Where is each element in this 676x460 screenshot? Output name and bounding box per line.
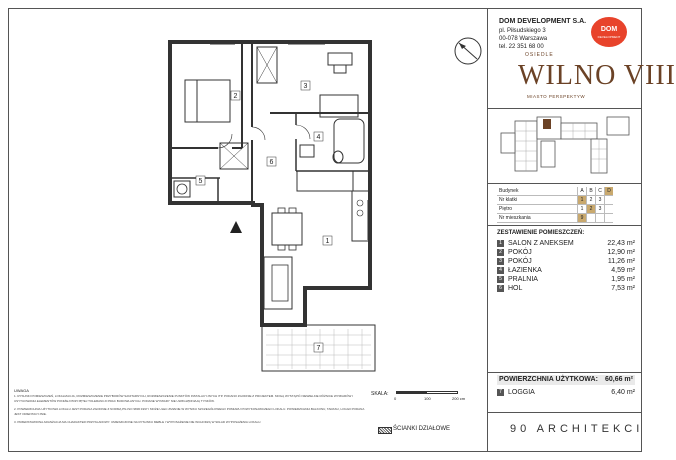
selected-unit-marker — [543, 119, 551, 129]
divider-line — [487, 372, 642, 373]
room-name: POKÓJ — [508, 258, 532, 265]
scale-mark: 200 cm — [452, 396, 466, 401]
entrance-marker — [230, 221, 242, 233]
key-plan — [495, 111, 635, 181]
developer-phone: tel. 22 351 68 00 — [499, 44, 544, 50]
list-item — [497, 284, 635, 293]
row-label: Budynek — [497, 187, 578, 196]
project-prefix: OSIEDLE — [525, 52, 554, 58]
room-area: 6,40 m² — [611, 389, 635, 396]
developer-name: DOM DEVELOPMENT S.A. — [499, 18, 587, 25]
row-label: Piętro — [497, 205, 578, 214]
table-row — [497, 187, 613, 196]
project-name: WILNO VIII — [518, 60, 676, 91]
room-label: 5 — [198, 178, 203, 185]
logo-text: DOM — [600, 26, 618, 33]
scale-label: SKALA: — [371, 391, 389, 397]
table-cell-selected: 1 — [578, 196, 587, 205]
list-item — [497, 257, 635, 266]
divider-line — [487, 412, 642, 413]
table-cell — [605, 214, 614, 223]
table-cell-selected: D — [605, 187, 614, 196]
total-area-bar — [497, 375, 635, 385]
room-area: 22,43 m² — [607, 240, 635, 247]
table-cell-selected: 2 — [587, 205, 596, 214]
room-label: 6 — [269, 159, 274, 166]
room-label: 4 — [316, 134, 321, 141]
notes-section — [14, 388, 366, 442]
note-item: 2. POWIERZCHNIA UŻYTKOWA LOKALU JEST PODANA ZGODNIE Z NORMĄ PN-ISO 9836:1997 I MOŻE ULEC ZMIANIE W WYNIKU SZCZEGÓŁOWEGO POMIARU POWYKONAWCZEGO LOKALU. POWIERZCHNIA BALKONU, TARASU, LOGGII PODANA JEST ORIENTACYJNIE. — [14, 407, 365, 416]
loggia-row — [497, 388, 635, 397]
room-name: PRALNIA — [508, 276, 538, 283]
table-cell: C — [596, 187, 605, 196]
total-label: POWIERZCHNIA UŻYTKOWA: — [499, 376, 598, 383]
list-item — [497, 275, 635, 284]
project-subtitle: MIASTO PERSPEKTYW — [527, 94, 586, 99]
developer-logo — [591, 17, 627, 47]
room-number: 7 — [497, 389, 504, 396]
info-panel-divider — [487, 8, 488, 452]
room-area: 11,26 m² — [607, 258, 635, 265]
room-number: 3 — [497, 258, 504, 265]
scale-mark: 100 — [424, 396, 431, 401]
room-name: POKÓJ — [508, 249, 532, 256]
room-label: 7 — [316, 345, 321, 352]
list-item — [497, 239, 635, 248]
rooms-title: ZESTAWIENIE POMIESZCZEŃ: — [497, 230, 585, 236]
room-number: 5 — [497, 276, 504, 283]
walls-legend-label: ŚCIANKI DZIAŁOWE — [393, 426, 451, 432]
room-area: 12,90 m² — [607, 249, 635, 256]
room-area: 1,95 m² — [611, 276, 635, 283]
table-row — [497, 205, 613, 214]
floor-plan — [160, 35, 390, 385]
table-cell: 3 — [596, 196, 605, 205]
architect-studio: 90 ARCHITEKCI — [510, 423, 644, 435]
table-cell — [587, 214, 596, 223]
table-cell: 1 — [578, 205, 587, 214]
row-label: Nr klatki — [497, 196, 578, 205]
table-cell — [605, 205, 614, 214]
north-arrow-icon — [452, 35, 484, 67]
table-cell — [596, 214, 605, 223]
room-name: ŁAZIENKA — [508, 267, 542, 274]
notes-text — [14, 394, 366, 433]
table-cell: 3 — [596, 205, 605, 214]
table-row — [497, 196, 613, 205]
table-cell: B — [587, 187, 596, 196]
walls-legend-swatch — [378, 427, 392, 434]
room-area: 4,59 m² — [611, 267, 635, 274]
scale-bar — [396, 391, 458, 394]
note-item: 1. RYSUNKI POMIESZCZEŃ, LOKALIZACJA, ROZMIESZCZENIE PRZYBORÓW SANITARNYCH, ROZMIESZCZENIE PUNKTÓW INSTALACYJNYCH ITP. PODANO ZGODNIE Z PROJEKTEM. MOGĄ WYSTĄPIĆ NIEWIELKIE RÓŻNICE WYMIARÓW I USYTUOWANIA ELEMENTÓW PONIŻEJ PRZYJĘTEJ TOLERANCJI PRAC BUDOWLANYCH. PODANE WYMIARY NIE UWZGLĘDNIAJĄ TYNKÓW. — [14, 394, 353, 403]
logo-subtext: DEVELOPMENT — [597, 35, 621, 39]
room-area: 7,53 m² — [611, 285, 635, 292]
note-item: 3. PRZEDSTAWIONA ARANŻACJA MA CHARAKTER PRZYKŁADOWY. UMIESZCZONE NA RYSUNKU MEBLE I WYPOSAŻENIE NIE WCHODZĄ W SKŁAD WYPOSAŻENIA LOKALU. — [14, 420, 262, 424]
list-item — [497, 266, 635, 275]
total-area: 60,66 m² — [604, 376, 633, 383]
room-label: 1 — [325, 238, 330, 245]
scale-mark: 0 — [394, 396, 397, 401]
building-info-table — [497, 187, 613, 223]
divider-line — [487, 225, 642, 226]
room-name: HOL — [508, 285, 523, 292]
notes-label: UWAGA — [14, 388, 29, 393]
room-number: 4 — [497, 267, 504, 274]
list-item — [497, 248, 635, 257]
room-number: 2 — [497, 249, 504, 256]
room-name: SALON Z ANEKSEM — [508, 240, 574, 247]
room-number: 6 — [497, 285, 504, 292]
room-label: 2 — [233, 93, 238, 100]
divider-line — [487, 108, 642, 109]
row-label: Nr mieszkania — [497, 214, 578, 223]
table-cell-selected: 9 — [578, 214, 587, 223]
table-cell: A — [578, 187, 587, 196]
rooms-list — [497, 239, 635, 293]
table-row — [497, 214, 613, 223]
developer-city: 00-078 Warszawa — [499, 36, 548, 42]
room-label: 3 — [303, 83, 308, 90]
room-number: 1 — [497, 240, 504, 247]
table-cell — [605, 196, 614, 205]
divider-line — [487, 183, 642, 184]
room-name: LOGGIA — [508, 389, 535, 396]
developer-street: pl. Piłsudskiego 3 — [499, 28, 546, 34]
table-cell: 2 — [587, 196, 596, 205]
